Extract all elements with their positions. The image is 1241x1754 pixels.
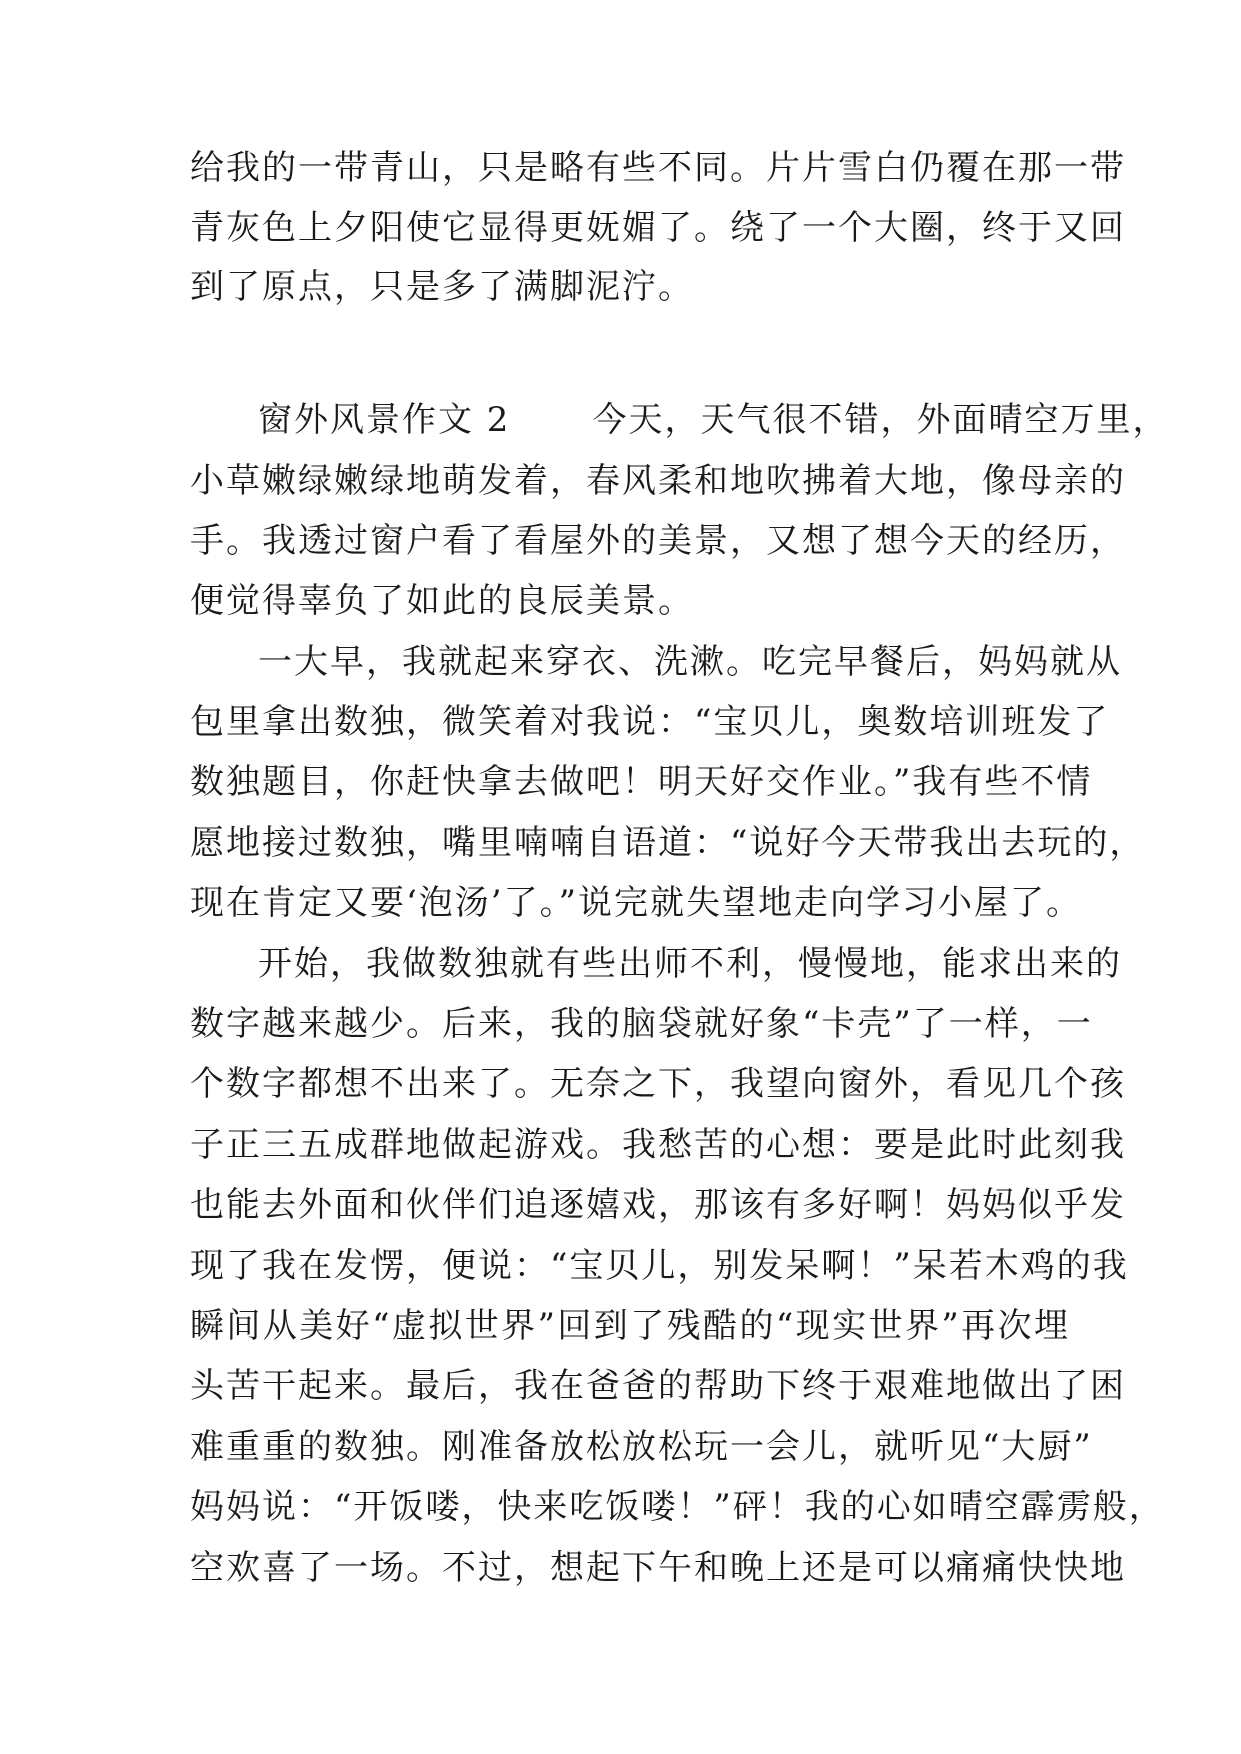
paragraph-line: 到了原点，只是多了满脚泥泞。 [190, 267, 694, 307]
paragraph-line: 数独题目，你赶快拿去做吧！明天好交作业。”我有些不情 [190, 762, 1093, 802]
paragraph-line: 数字越来越少。后来，我的脑袋就好象“卡壳”了一样，一 [190, 1004, 1093, 1044]
paragraph-line: 包里拿出数独，微笑着对我说：“宝贝儿，奥数培训班发了 [190, 702, 1110, 742]
paragraph-line: 一大早，我就起来穿衣、洗漱。吃完早餐后，妈妈就从 [258, 642, 1122, 682]
paragraph-line: 青灰色上夕阳使它显得更妩媚了。绕了一个大圈，终于又回 [190, 208, 1126, 248]
paragraph-line: 难重重的数独。刚准备放松放松玩一会儿，就听见“大厨” [190, 1427, 1093, 1467]
paragraph-line: 个数字都想不出来了。无奈之下，我望向窗外，看见几个孩 [190, 1064, 1126, 1104]
essay-lead-text: 今天，天气很不错，外面晴空万里， [592, 400, 1169, 440]
paragraph-line: 给我的一带青山，只是略有些不同。片片雪白仍覆在那一带 [190, 148, 1126, 188]
essay-title: 窗外风景作文 2 [258, 400, 511, 440]
paragraph-line: 空欢喜了一场。不过，想起下午和晚上还是可以痛痛快快地 [190, 1548, 1126, 1588]
paragraph-line: 头苦干起来。最后，我在爸爸的帮助下终于艰难地做出了困 [190, 1366, 1126, 1406]
paragraph-line: 现了我在发愣，便说：“宝贝儿，别发呆啊！”呆若木鸡的我 [190, 1246, 1129, 1286]
paragraph-line: 开始，我做数独就有些出师不利，慢慢地，能求出来的 [258, 944, 1122, 984]
paragraph-line: 也能去外面和伙伴们追逐嬉戏，那该有多好啊！妈妈似乎发 [190, 1185, 1126, 1225]
paragraph-line: 现在肯定又要‘泡汤’了。”说完就失望地走向学习小屋了。 [190, 883, 1082, 923]
paragraph-line: 愿地接过数独，嘴里喃喃自语道：“说好今天带我出去玩的， [190, 823, 1146, 863]
paragraph-line: 手。我透过窗户看了看屋外的美景，又想了想今天的经历， [190, 521, 1126, 561]
essay-heading-line [258, 390, 1169, 450]
paragraph-line: 子正三五成群地做起游戏。我愁苦的心想：要是此时此刻我 [190, 1125, 1126, 1165]
paragraph-line: 便觉得辜负了如此的良辰美景。 [190, 581, 694, 621]
paragraph-line: 妈妈说：“开饭喽，快来吃饭喽！”砰！我的心如晴空霹雳般， [190, 1487, 1165, 1527]
paragraph-line: 小草嫩绿嫩绿地萌发着，春风柔和地吹拂着大地，像母亲的 [190, 461, 1126, 501]
paragraph-line: 瞬间从美好“虚拟世界”回到了残酷的“现实世界”再次埋 [190, 1306, 1070, 1346]
